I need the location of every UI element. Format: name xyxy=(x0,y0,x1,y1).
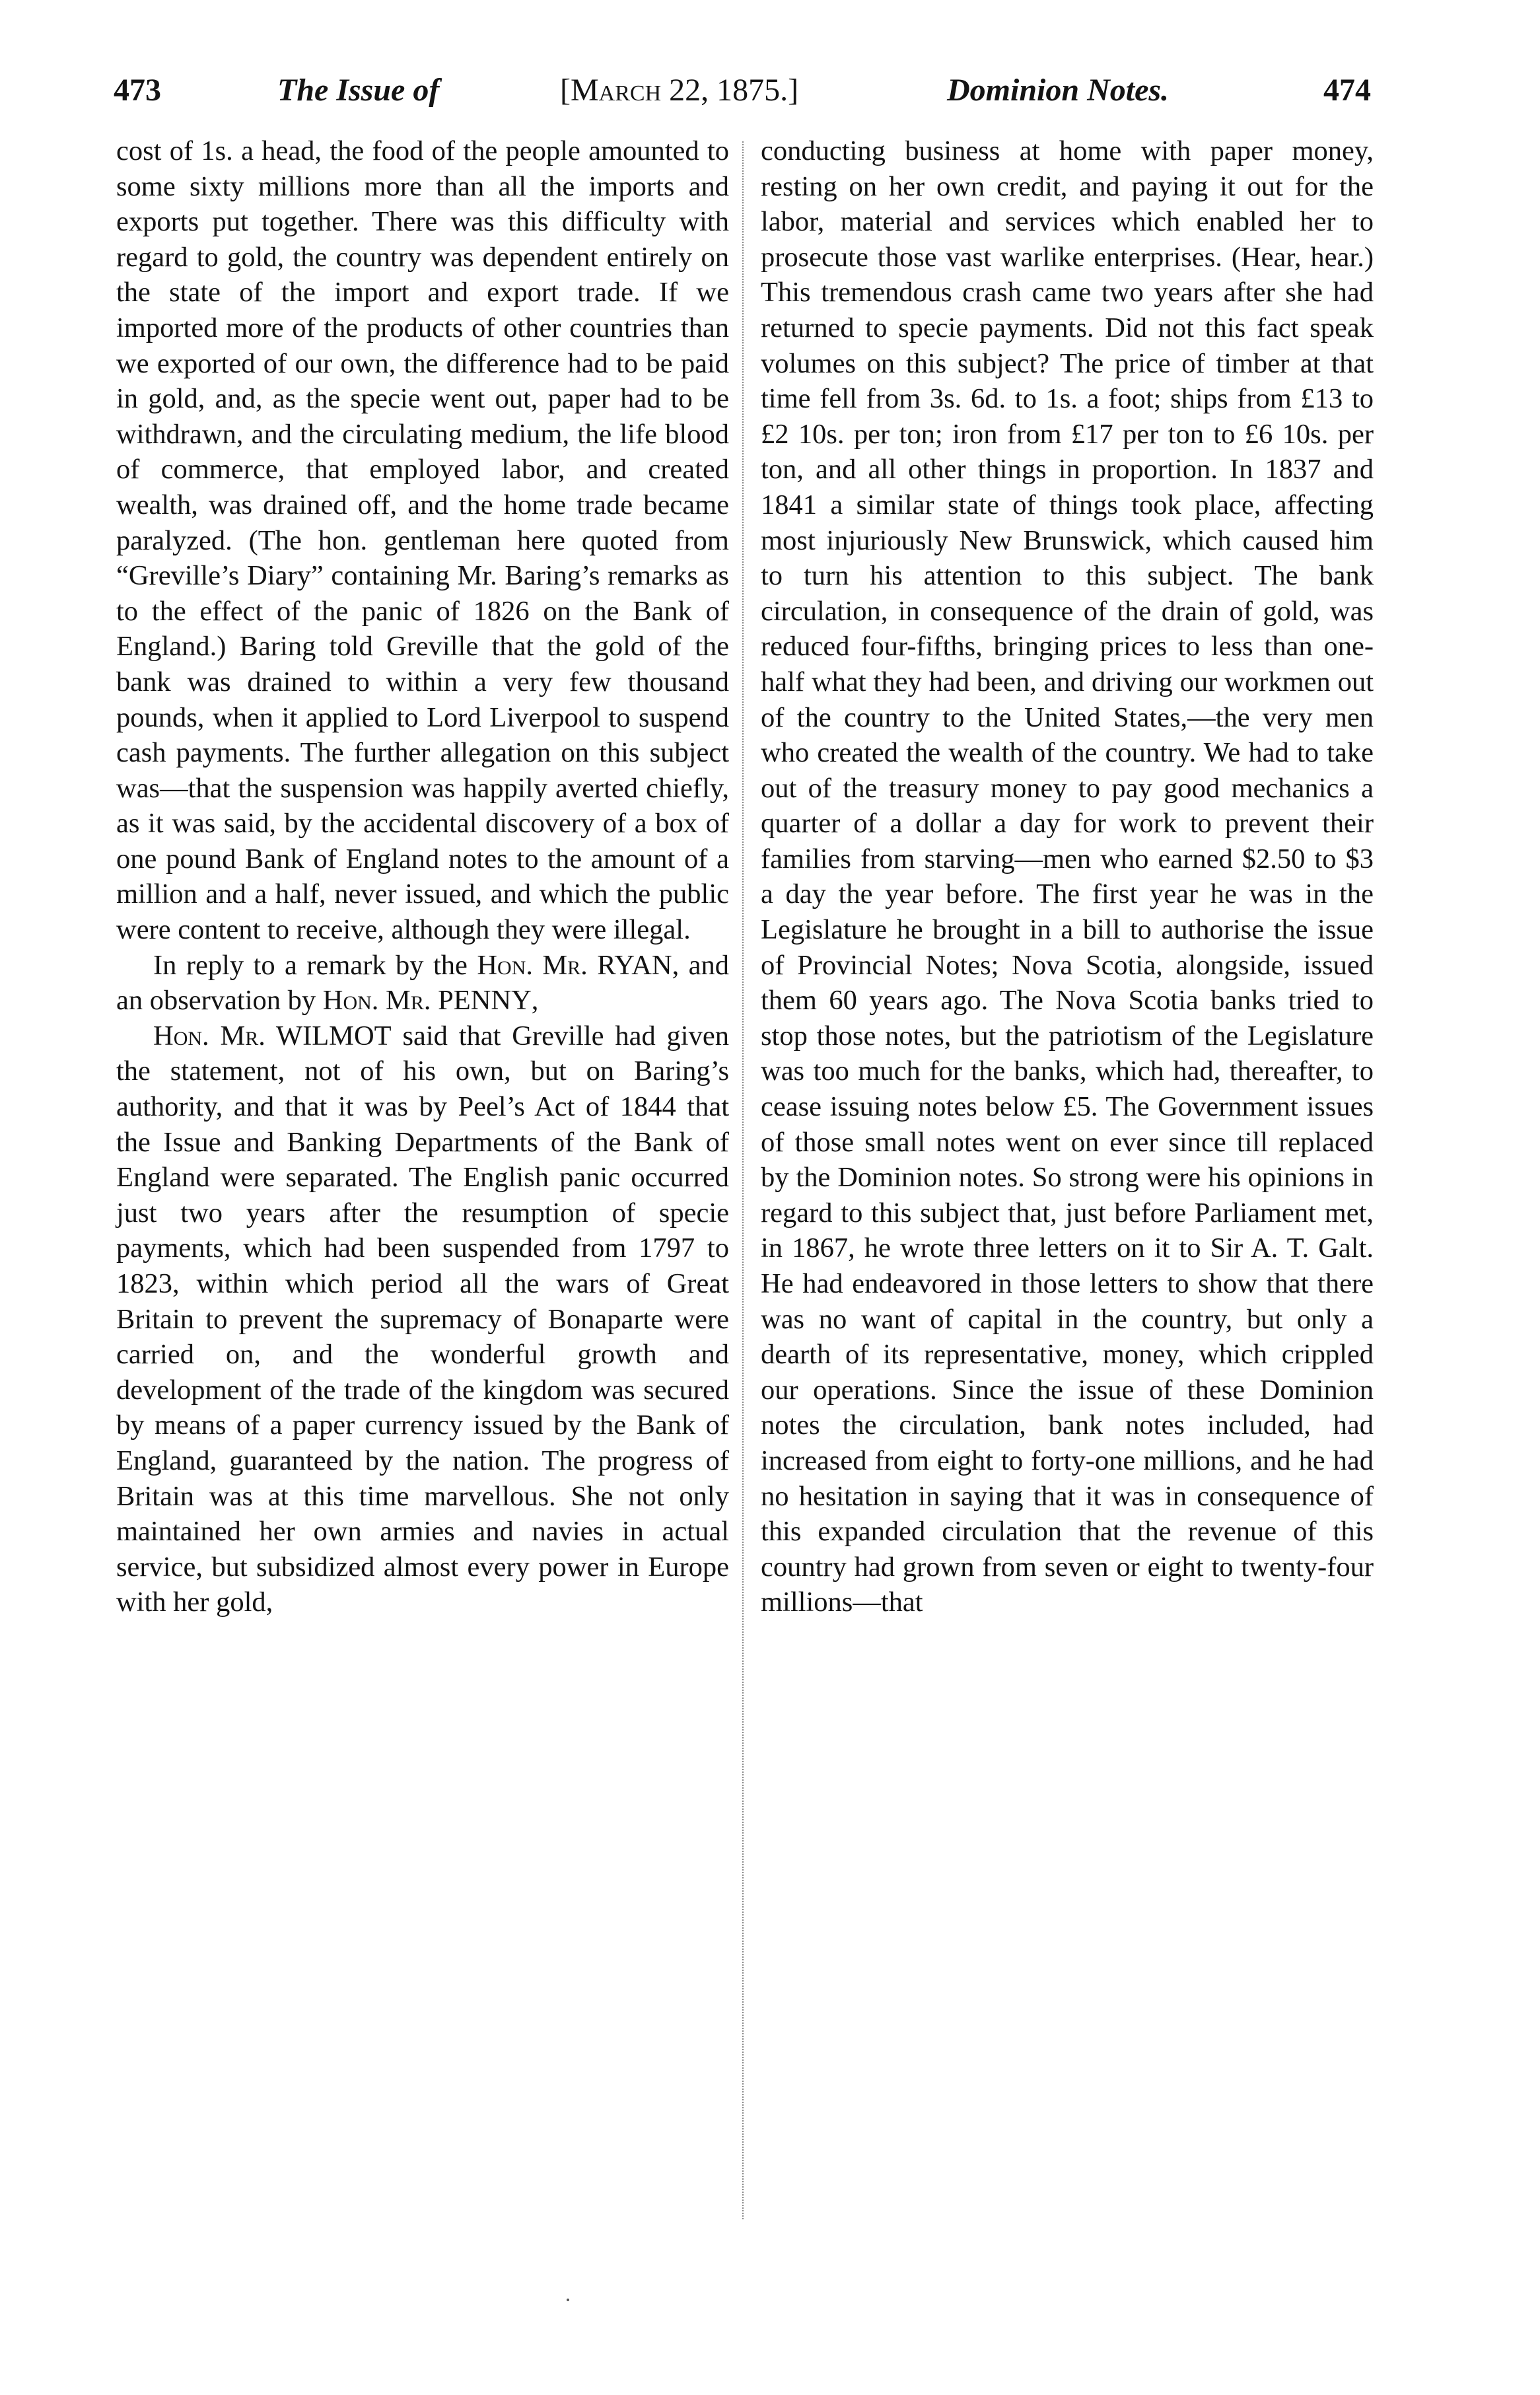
running-date: [March 22, 1875.] xyxy=(560,73,799,108)
speaker-ryan: Hon. Mr. RYAN xyxy=(477,949,672,981)
print-speck xyxy=(567,2299,569,2301)
p2-text-b: , and an observation by xyxy=(116,949,729,1017)
left-paragraph-1: cost of 1s. a head, the food of the people amounted to some sixty millions more than all the imports and exports put together. There was this difficulty with regard to gold, the country was dependent entirely on the state of the import and export trade. If we imported more of the products of other countries than we exported of our own, the difference had to be paid in gold, and, as the specie went out, paper had to be withdrawn, and the circulating medium, the life blood of commerce, that employed labor, and created wealth, was drained off, and the home trade became paralyzed. (The hon. gentleman here quoted from “Greville’s Diary” containing Mr. Baring’s remarks as to the effect of the panic of 1826 on the Bank of England.) Baring told Greville that the gold of the bank was drained to within a very few thousand pounds, when it applied to Lord Liverpool to suspend cash payments. The further allegation on this subject was—that the suspension was happily averted chiefly, as it was said, by the accidental discovery of a box of one pound Bank of England notes to the amount of a million and a half, never issued, and which the public were content to receive, although they were illegal. xyxy=(116,135,729,946)
left-paragraph-3 xyxy=(116,1019,729,1620)
running-title-left: The Issue of xyxy=(277,73,440,108)
right-paragraph-1: conducting business at home with paper money, resting on her own credit, and paying it out for the labor, material and services which enabled her to prosecute those vast warlike enterprises. (Hear, hear.) This tremendous crash came two years after she had returned to specie payments. Did not this fact speak volumes on this subject? The price of timber at that time fell from 3s. 6d. to 1s. a foot; ships from £13 to £2 10s. per ton; iron from £17 per ton to £6 10s. per ton, and all other things in proportion. In 1837 and 1841 a similar state of things took place, affecting most injuriously New Brunswick, which caused him to turn his attention to this subject. The bank circulation, in consequence of the drain of gold, was reduced four-fifths, bringing prices to less than one-half what they had been, and driving our workmen out of the country to the United States,—the very men who created the wealth of the country. We had to take out of the treasury money to pay good mechanics a quarter of a dollar a day for work to prevent their families from starving—men who earned $2.50 to $3 a day the year before. The first year he was in the Legislature he brought in a bill to authorise the issue of Provincial Notes; Nova Scotia, alongside, issued them 60 years ago. The Nova Scotia banks tried to stop those notes, but the patriotism of the Legislature was too much for the banks, which had, thereafter, to cease issuing notes below £5. The Government issues of those small notes went on ever since till replaced by the Dominion notes. So strong were his opinions in regard to this subject that, just before Parliament met, in 1867, he wrote three letters on it to Sir A. T. Galt. He had endeavored in those letters to show that there was no want of capital in the country, but only a dearth of its representative, money, which crippled our operations. Since the issue of these Dominion notes the circulation, bank notes included, had increased from eight to forty-one millions, and he had no hesitation in saying that it was in consequence of this expanded circulation that the revenue of this country had grown from seven or eight to twenty-four millions—that xyxy=(761,135,1374,1618)
running-header xyxy=(114,61,1371,120)
running-title-right: Dominion Notes. xyxy=(947,73,1170,108)
speaker-wilmot: Hon. Mr. WILMOT xyxy=(153,1020,392,1052)
page-number-right: 474 xyxy=(1323,73,1371,108)
p2-text-c: , xyxy=(531,985,539,1017)
p3-text: said that Greville had given the statement, not of his own, but on Baring’s authority, and that it was by Peel’s Act of 1844 that the Issue and Banking Departments of the Bank of England were separated. The English panic occurred just two years after the resumption of specie payments, which had been suspended from 1797 to 1823, within which period all the wars of Great Britain to prevent the supremacy of Bonaparte were carried on, and the wonderful growth and development of the trade of the kingdom was secured by means of a paper currency issued by the Bank of England, guaranteed by the nation. The progress of Britain was at this time marvellous. She not only maintained her own armies and navies in actual service, but subsidized almost every power in Europe with her gold, xyxy=(116,1020,729,1618)
right-column xyxy=(761,133,1374,1620)
p2-text-a: In reply to a remark by the xyxy=(153,949,477,981)
left-paragraph-2 xyxy=(116,948,729,1019)
left-column xyxy=(116,133,729,1620)
column-divider xyxy=(742,141,744,2219)
page-number-left: 473 xyxy=(114,73,161,108)
speaker-penny: Hon. Mr. PENNY xyxy=(322,985,532,1017)
